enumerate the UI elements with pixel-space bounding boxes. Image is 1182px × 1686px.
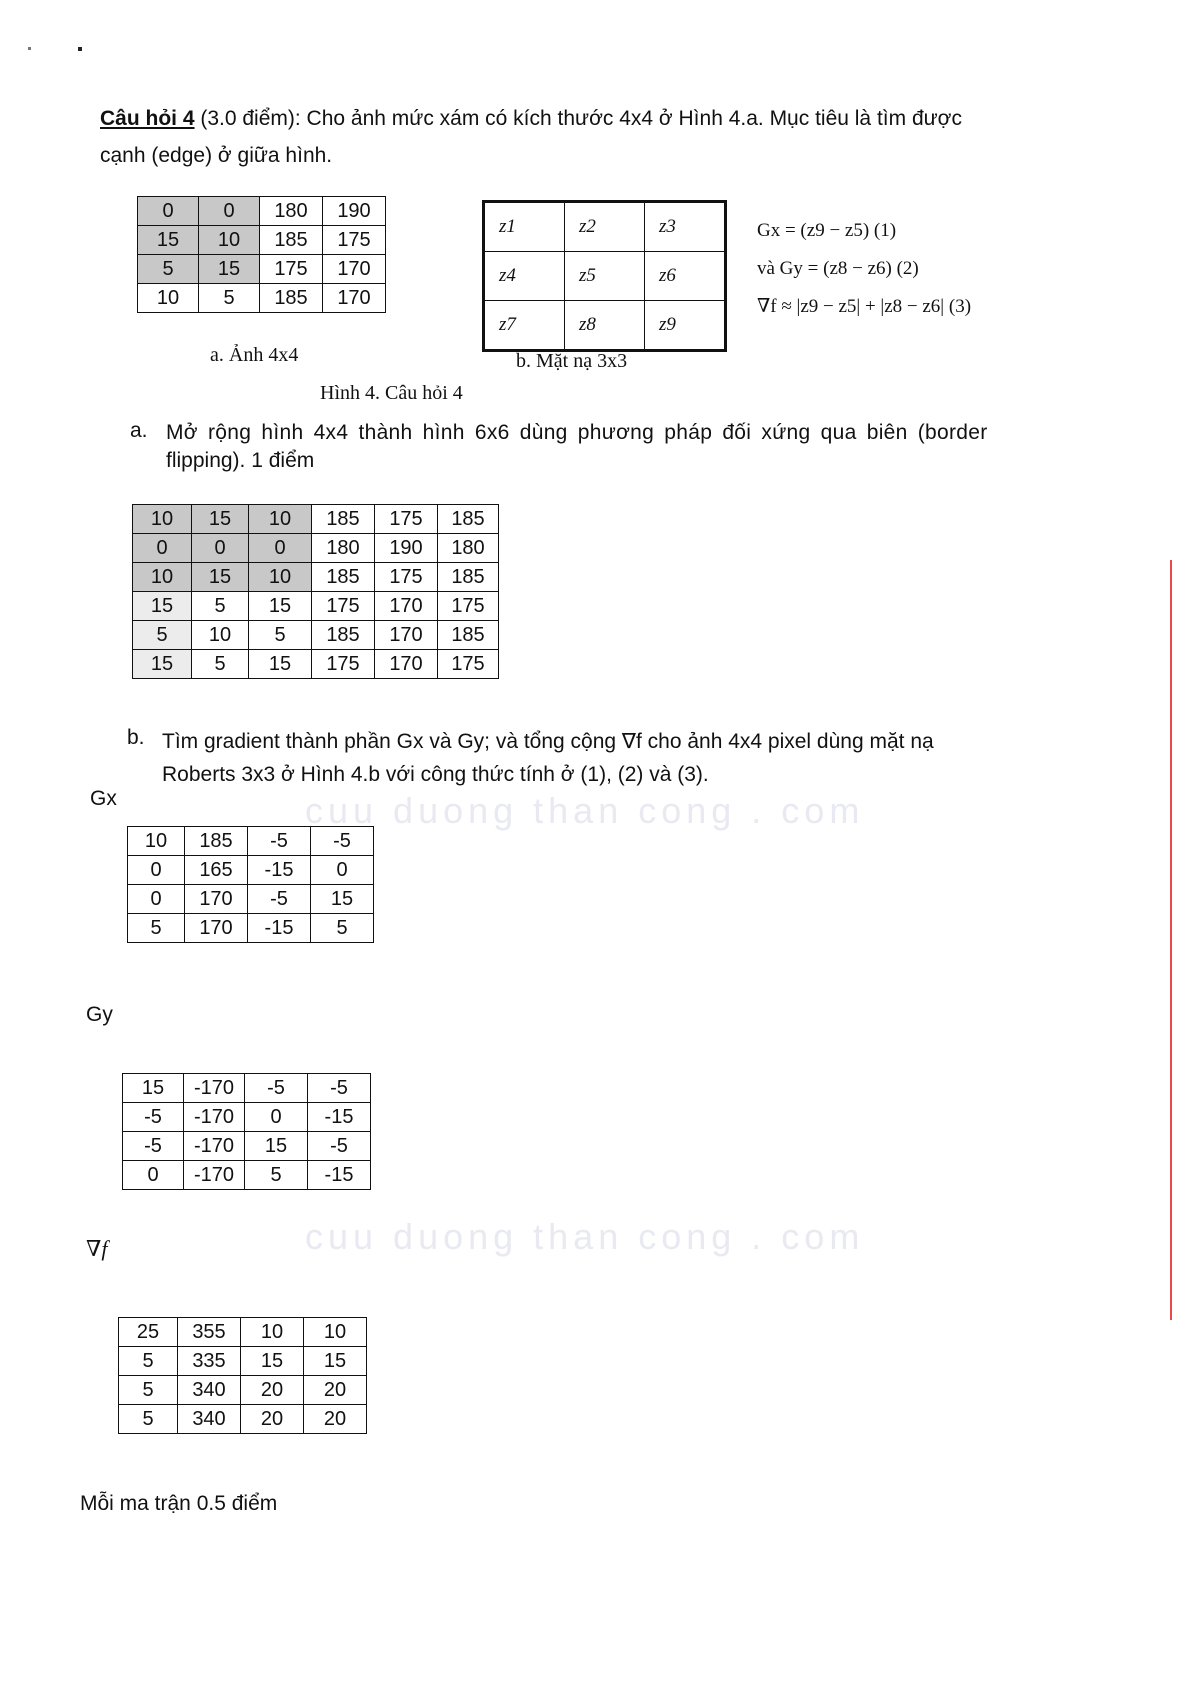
mask-caption: b. Mặt nạ 3x3 [516,350,628,372]
gy-cell: -170 [184,1103,245,1132]
formula-gradient: ∇f ≈ |z9 − z5| + |z8 − z6| (3) [757,296,972,317]
part-a-text-line1: Mở rộng hình 4x4 thành hình 6x6 dùng phương pháp đối xứng qua biên (border [166,421,988,444]
scan-dot-2 [78,47,82,51]
image-6x6-cell: 175 [438,650,499,679]
question-title-text: (3.0 điểm): Cho ảnh mức xám có kích thước 4x4 ở Hình 4.a. Mục tiêu là tìm được [194,107,962,130]
image-6x6-cell: 175 [312,650,375,679]
image-4x4-row [138,197,386,226]
image-6x6-cell: 15 [133,592,192,621]
gy-row [123,1074,371,1103]
image-4x4-row [138,255,386,284]
gy-cell: -15 [308,1103,371,1132]
gy-table [122,1073,371,1190]
gx-row [128,856,374,885]
gy-cell: 0 [245,1103,308,1132]
mask-row [484,252,726,301]
gx-cell: 0 [128,885,185,914]
question-title-line2: cạnh (edge) ở giữa hình. [100,144,333,167]
image-6x6-cell: 175 [312,592,375,621]
gy-cell: -5 [123,1103,184,1132]
image-6x6-cell: 185 [312,621,375,650]
image-6x6-cell: 170 [375,621,438,650]
gradient-table [118,1317,367,1434]
image-6x6-cell: 5 [192,650,249,679]
mask-cell: z4 [484,252,565,301]
image-4x4-cell: 185 [260,284,323,313]
image-6x6-cell: 5 [133,621,192,650]
gy-cell: -5 [308,1074,371,1103]
margin-line [1170,560,1172,1320]
image-6x6-row [133,534,499,563]
gy-cell: 5 [245,1161,308,1190]
gx-cell: -5 [311,827,374,856]
gx-cell: 165 [185,856,248,885]
gy-row [123,1132,371,1161]
image-6x6-cell: 0 [133,534,192,563]
gradient-cell: 355 [178,1318,241,1347]
gradient-cell: 340 [178,1376,241,1405]
image-6x6-cell: 185 [438,505,499,534]
formula-block [757,212,1057,326]
gradient-cell: 20 [304,1405,367,1434]
gy-cell: 15 [123,1074,184,1103]
image-6x6-cell: 180 [438,534,499,563]
gx-cell: 170 [185,914,248,943]
gradient-cell: 15 [304,1347,367,1376]
image-6x6-cell: 10 [192,621,249,650]
gy-cell: 0 [123,1161,184,1190]
image-6x6-cell: 5 [249,621,312,650]
scan-dot-1 [28,47,31,50]
image-4x4-cell: 5 [199,284,260,313]
image-6x6-row [133,563,499,592]
image-4x4-cell: 15 [199,255,260,284]
image-6x6-cell: 0 [249,534,312,563]
gradient-cell: 20 [304,1376,367,1405]
gy-cell: -170 [184,1132,245,1161]
mask-3x3-table [482,200,727,352]
mask-cell: z5 [565,252,645,301]
gradient-cell: 5 [119,1347,178,1376]
image-4x4-cell: 175 [260,255,323,284]
gx-cell: 5 [128,914,185,943]
mask-cell: z8 [565,301,645,351]
mask-cell: z1 [484,202,565,252]
image-6x6-cell: 185 [312,563,375,592]
image-4x4-table [137,196,386,313]
image-4x4-cell: 170 [323,255,386,284]
image-6x6-cell: 10 [133,505,192,534]
image-6x6-cell: 0 [192,534,249,563]
gy-row [123,1161,371,1190]
watermark-2: cuu duong than cong . com [305,1216,865,1257]
image-6x6-row [133,621,499,650]
mask-cell: z7 [484,301,565,351]
scoring-note: Mỗi ma trận 0.5 điểm [80,1492,278,1515]
image-6x6-row [133,505,499,534]
question-number: Câu hỏi 4 [100,107,195,130]
gx-cell: 170 [185,885,248,914]
watermark-1: cuu duong than cong . com [305,790,865,831]
image-4x4-cell: 175 [323,226,386,255]
image-4x4-cell: 180 [260,197,323,226]
gx-label: Gx [90,787,117,810]
gy-row [123,1103,371,1132]
part-b-label: b. [127,726,145,749]
image-6x6-row [133,592,499,621]
gradient-cell: 340 [178,1405,241,1434]
part-b-text-line2: Roberts 3x3 ở Hình 4.b với công thức tính ở (1), (2) và (3). [162,763,709,786]
gy-cell: -170 [184,1074,245,1103]
part-b-text-line1: Tìm gradient thành phần Gx và Gy; và tổng cộng ∇f cho ảnh 4x4 pixel dùng mặt nạ [162,730,934,753]
mask-cell: z6 [645,252,726,301]
gy-cell: -5 [308,1132,371,1161]
gx-cell: 10 [128,827,185,856]
image-6x6-cell: 170 [375,650,438,679]
gy-cell: -5 [123,1132,184,1161]
gx-row [128,914,374,943]
gradient-row [119,1318,367,1347]
gx-row [128,885,374,914]
image-4x4-cell: 5 [138,255,199,284]
gradient-label: ∇f [86,1236,108,1261]
gx-cell: -5 [248,827,311,856]
image-6x6-cell: 175 [438,592,499,621]
mask-cell: z2 [565,202,645,252]
image-4x4-caption: a. Ảnh 4x4 [210,344,299,366]
image-6x6-cell: 15 [192,505,249,534]
image-6x6-cell: 15 [249,592,312,621]
gradient-cell: 15 [241,1347,304,1376]
mask-row [484,202,726,252]
image-4x4-cell: 0 [199,197,260,226]
part-a-label: a. [130,419,148,442]
gradient-cell: 5 [119,1405,178,1434]
gradient-cell: 20 [241,1405,304,1434]
image-4x4-cell: 15 [138,226,199,255]
gx-cell: 0 [311,856,374,885]
gy-cell: 15 [245,1132,308,1161]
image-6x6-cell: 175 [375,505,438,534]
image-6x6-cell: 15 [249,650,312,679]
image-6x6-cell: 10 [133,563,192,592]
image-4x4-row [138,226,386,255]
gy-cell: -170 [184,1161,245,1190]
gx-cell: 185 [185,827,248,856]
image-6x6-cell: 190 [375,534,438,563]
image-4x4-cell: 170 [323,284,386,313]
image-6x6-table [132,504,499,679]
image-6x6-cell: 10 [249,563,312,592]
image-4x4-cell: 10 [199,226,260,255]
gx-cell: 0 [128,856,185,885]
gradient-cell: 335 [178,1347,241,1376]
formula-gx: Gx = (z9 − z5) (1) [757,220,897,241]
gradient-row [119,1405,367,1434]
gx-table [127,826,374,943]
gx-cell: 15 [311,885,374,914]
part-a-text-line2: flipping). 1 điểm [166,449,315,472]
gy-cell: -15 [308,1161,371,1190]
mask-cell: z9 [645,301,726,351]
gy-label: Gy [86,1003,113,1026]
image-6x6-cell: 185 [438,563,499,592]
image-6x6-cell: 185 [438,621,499,650]
image-6x6-row [133,650,499,679]
image-6x6-cell: 15 [192,563,249,592]
gradient-cell: 10 [241,1318,304,1347]
image-6x6-cell: 185 [312,505,375,534]
gradient-row [119,1347,367,1376]
gx-cell: 5 [311,914,374,943]
gradient-cell: 20 [241,1376,304,1405]
image-6x6-cell: 5 [192,592,249,621]
gy-cell: -5 [245,1074,308,1103]
image-6x6-cell: 170 [375,592,438,621]
mask-cell: z3 [645,202,726,252]
gradient-cell: 10 [304,1318,367,1347]
question-title [100,104,1100,134]
gx-cell: -15 [248,914,311,943]
image-6x6-cell: 180 [312,534,375,563]
image-6x6-cell: 15 [133,650,192,679]
image-6x6-cell: 175 [375,563,438,592]
gx-row [128,827,374,856]
image-4x4-cell: 0 [138,197,199,226]
gx-cell: -5 [248,885,311,914]
mask-row [484,301,726,351]
image-6x6-cell: 10 [249,505,312,534]
gradient-cell: 5 [119,1376,178,1405]
image-4x4-cell: 185 [260,226,323,255]
formula-gy: và Gy = (z8 − z6) (2) [757,258,919,279]
gradient-row [119,1376,367,1405]
figure-caption: Hình 4. Câu hỏi 4 [320,382,463,404]
image-4x4-row [138,284,386,313]
gx-cell: -15 [248,856,311,885]
image-4x4-cell: 10 [138,284,199,313]
image-4x4-cell: 190 [323,197,386,226]
gradient-cell: 25 [119,1318,178,1347]
